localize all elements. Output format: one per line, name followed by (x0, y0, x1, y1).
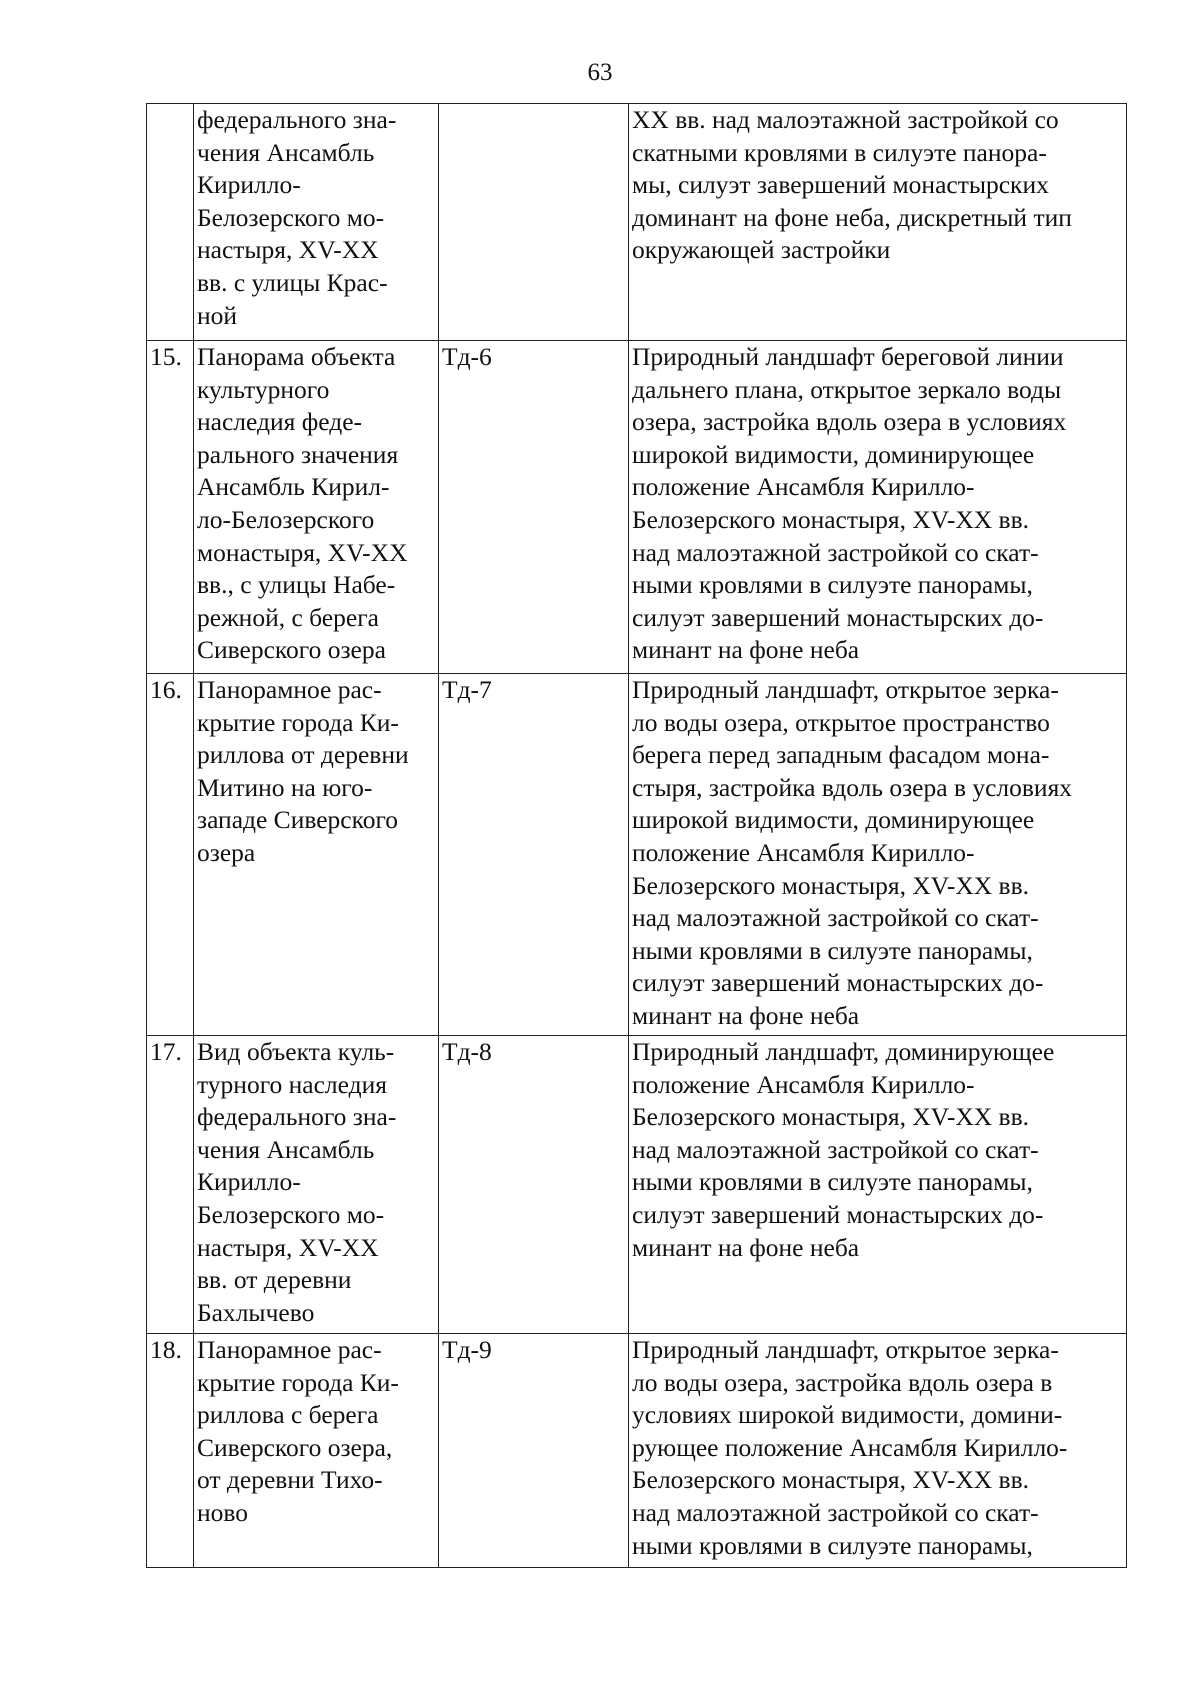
description-cell: Природный ландшафт, открытое зерка- ло воды озера, открытое пространство берега перед западным фасадом мона- стыря, застройка вдоль озера в условиях широкой видимости, доминирующее положение Ансамбля Кирилло- Белозерского монастыря, XV-XX вв. над малоэтажной застройкой со скат- ными кровлями в силуэте панорамы, силуэт завершений монастырских до- минант на фоне неба (629, 674, 1127, 1036)
object-name-cell: Панорама объекта культурного наследия феде- рального значения Ансамбль Кирил- ло-Белозерского монастыря, XV-XX вв., с улицы Набе- режной, с берега Сиверского озера (194, 341, 439, 674)
code-cell: Тд-7 (439, 674, 629, 1036)
row-number-cell: 16. (147, 674, 194, 1036)
document-table (146, 103, 1127, 1568)
code-cell (439, 104, 629, 341)
code-cell: Тд-9 (439, 1334, 629, 1568)
table-row (147, 1334, 1127, 1568)
code-cell: Тд-6 (439, 341, 629, 674)
row-number-cell: 17. (147, 1036, 194, 1334)
page-number: 63 (587, 59, 613, 86)
description-cell: XX вв. над малоэтажной застройкой со скатными кровлями в силуэте панора- мы, силуэт завершений монастырских доминант на фоне неба, дискретный тип окружающей застройки (629, 104, 1127, 341)
object-name-cell: Панорамное рас- крытие города Ки- риллова от деревни Митино на юго- западе Сиверского озера (194, 674, 439, 1036)
table-row (147, 104, 1127, 341)
object-name-cell: Панорамное рас- крытие города Ки- риллова с берега Сиверского озера, от деревни Тихо- ново (194, 1334, 439, 1568)
description-cell: Природный ландшафт береговой линии дальнего плана, открытое зеркало воды озера, застройка вдоль озера в условиях широкой видимости, доминирующее положение Ансамбля Кирилло- Белозерского монастыря, XV-XX вв. над малоэтажной застройкой со скат- ными кровлями в силуэте панорамы, силуэт завершений монастырских до- минант на фоне неба (629, 341, 1127, 674)
row-number-cell: 15. (147, 341, 194, 674)
object-name-cell: Вид объекта куль- турного наследия федерального зна- чения Ансамбль Кирилло- Белозерского мо- настыря, XV-XX вв. от деревни Бахлычево (194, 1036, 439, 1334)
object-name-cell: федерального зна- чения Ансамбль Кирилло- Белозерского мо- настыря, XV-XX вв. с улицы Крас- ной (194, 104, 439, 341)
code-cell: Тд-8 (439, 1036, 629, 1334)
description-cell: Природный ландшафт, доминирующее положение Ансамбля Кирилло- Белозерского монастыря, XV-XX вв. над малоэтажной застройкой со скат- ными кровлями в силуэте панорамы, силуэт завершений монастырских до- минант на фоне неба (629, 1036, 1127, 1334)
table-row (147, 674, 1127, 1036)
description-cell: Природный ландшафт, открытое зерка- ло воды озера, застройка вдоль озера в условиях широкой видимости, домини- рующее положение Ансамбля Кирилло- Белозерского монастыря, XV-XX вв. над малоэтажной застройкой со скат- ными кровлями в силуэте панорамы, (629, 1334, 1127, 1568)
table-row (147, 1036, 1127, 1334)
row-number-cell: 18. (147, 1334, 194, 1568)
row-number-cell (147, 104, 194, 341)
table-row (147, 341, 1127, 674)
